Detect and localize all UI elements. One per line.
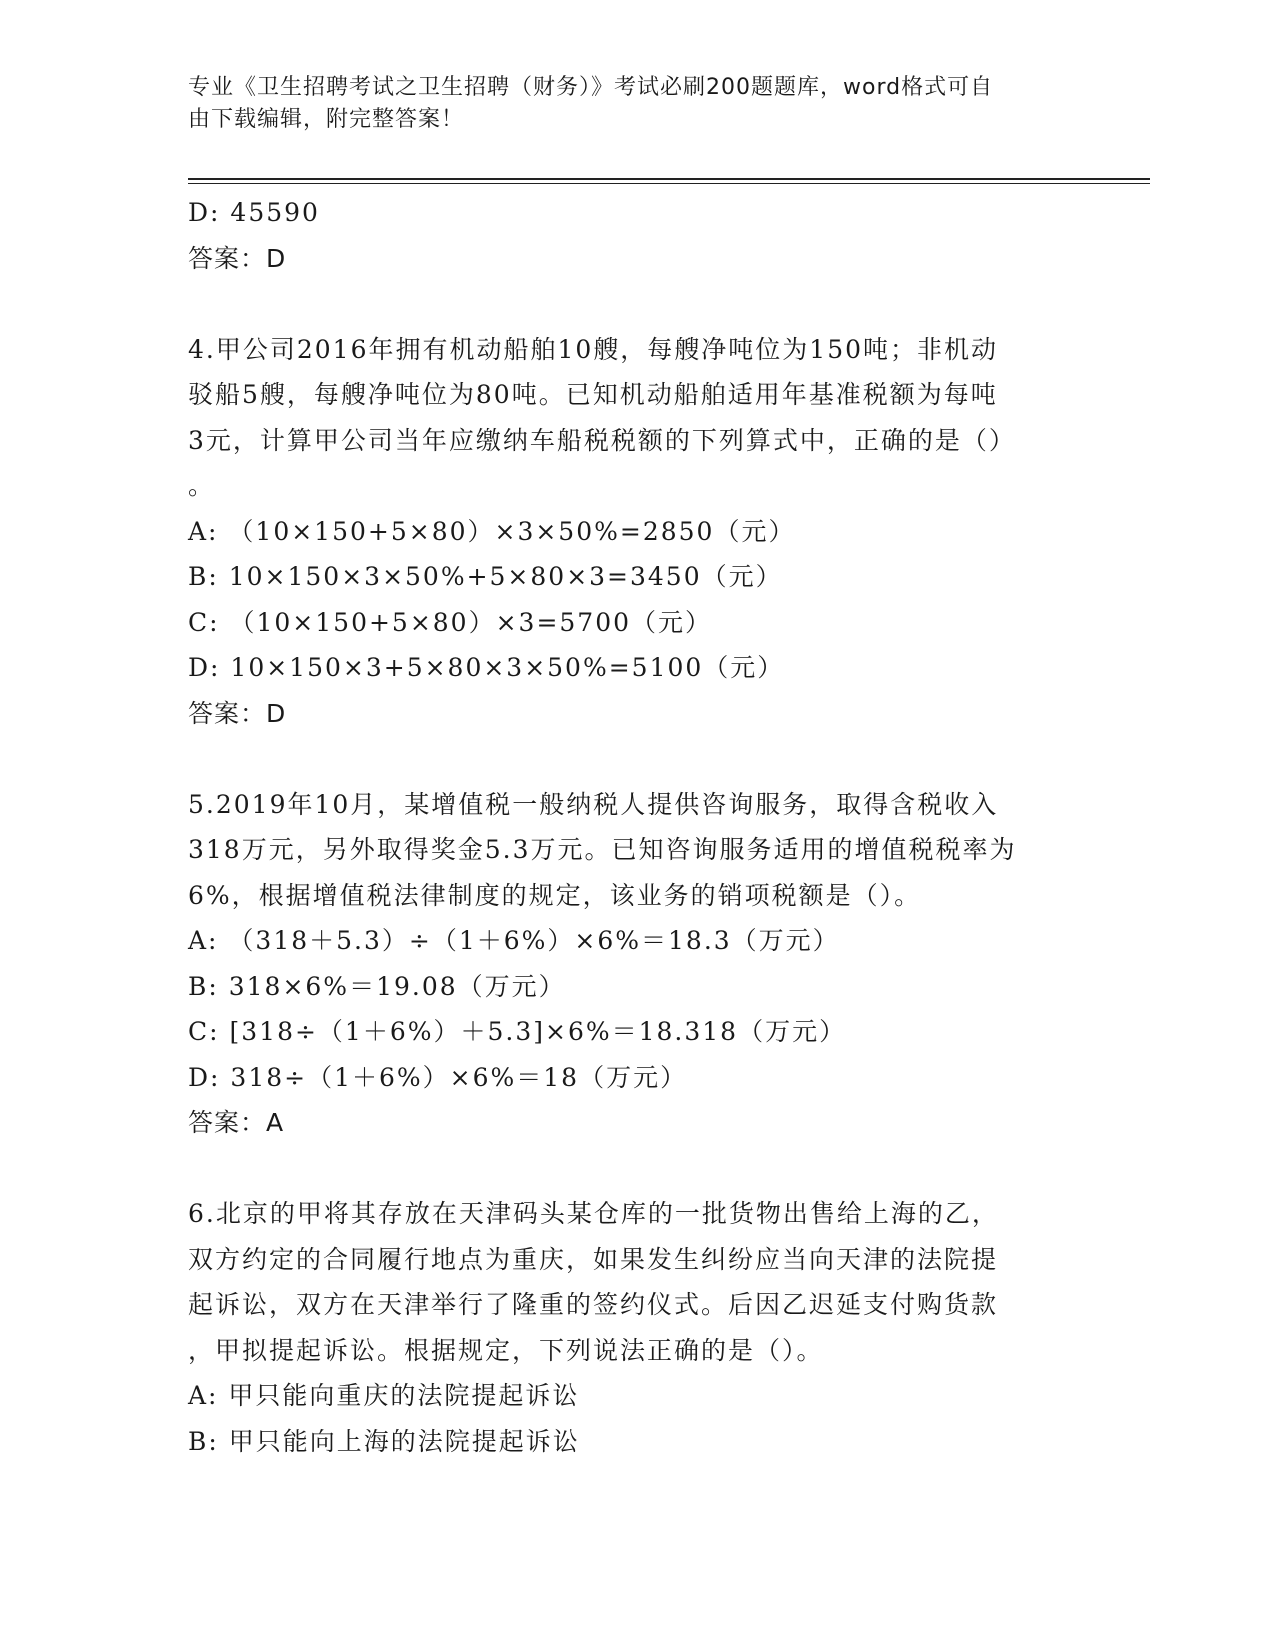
q4-answer: 答案：D: [188, 698, 287, 728]
q3-answer: 答案：D: [188, 243, 287, 273]
document-header: [188, 72, 1068, 136]
question-4: [188, 327, 1088, 737]
q5-option-c: C: [318÷（1＋6%）＋5.3]×6%＝18.318（万元）: [188, 1017, 847, 1046]
q6-stem-line: 双方约定的合同履行地点为重庆，如果发生纠纷应当向天津的法院提: [188, 1244, 999, 1274]
header-divider-thick: [188, 178, 1150, 180]
q4-stem-line: 驳船5艘，每艘净吨位为80吨。已知机动船舶适用年基准税额为每吨: [188, 380, 998, 409]
q6-stem-line: ，甲拟提起诉讼。根据规定，下列说法正确的是（）。: [188, 1335, 824, 1365]
question-6: [188, 1191, 1088, 1464]
q5-answer: 答案：A: [188, 1108, 285, 1137]
q5-option-a: A: （318＋5.3）÷（1＋6%）×6%＝18.3（万元）: [188, 926, 840, 955]
q5-stem-line: 318万元，另外取得奖金5.3万元。已知咨询服务适用的增值税税率为: [188, 835, 1017, 864]
question-3-tail: [188, 190, 1088, 281]
header-line-2: 由下载编辑，附完整答案！: [188, 107, 465, 132]
q6-stem-line: 6.北京的甲将其存放在天津码头某仓库的一批货物出售给上海的乙，: [188, 1199, 999, 1228]
q5-option-b: B: 318×6%＝19.08（万元）: [188, 971, 566, 1001]
question-5: [188, 782, 1088, 1146]
header-line-1: 专业《卫生招聘考试之卫生招聘（财务）》考试必刷200题题库，word格式可自: [188, 75, 994, 100]
q6-option-b: B: 甲只能向上海的法院提起诉讼: [188, 1426, 580, 1456]
q4-stem-line: 。: [188, 471, 216, 500]
q4-option-c: C: （10×150+5×80）×3=5700（元）: [188, 607, 713, 637]
q5-stem-line: 6%，根据增值税法律制度的规定，该业务的销项税额是（）。: [188, 880, 922, 910]
q4-option-a: A: （10×150+5×80）×3×50%=2850（元）: [188, 516, 796, 546]
q5-option-d: D: 318÷（1＋6%）×6%＝18（万元）: [188, 1062, 688, 1092]
q4-option-d: D: 10×150×3+5×80×3×50%=5100（元）: [188, 653, 785, 682]
q4-option-b: B: 10×150×3×50%+5×80×3=3450（元）: [188, 562, 783, 591]
q6-option-a: A: 甲只能向重庆的法院提起诉讼: [188, 1381, 580, 1410]
document-body: [188, 190, 1088, 1464]
q4-stem-line: 3元，计算甲公司当年应缴纳车船税税额的下列算式中，正确的是（）: [188, 425, 1016, 455]
q6-stem-line: 起诉讼，双方在天津举行了隆重的签约仪式。后因乙迟延支付购货款: [188, 1290, 999, 1319]
header-divider-thin: [188, 183, 1150, 184]
q5-stem-line: 5.2019年10月，某增值税一般纳税人提供咨询服务，取得含税收入: [188, 789, 999, 819]
q3-option-d: D: 45590: [188, 198, 320, 227]
q4-stem-line: 4.甲公司2016年拥有机动船舶10艘，每艘净吨位为150吨；非机动: [188, 334, 999, 364]
